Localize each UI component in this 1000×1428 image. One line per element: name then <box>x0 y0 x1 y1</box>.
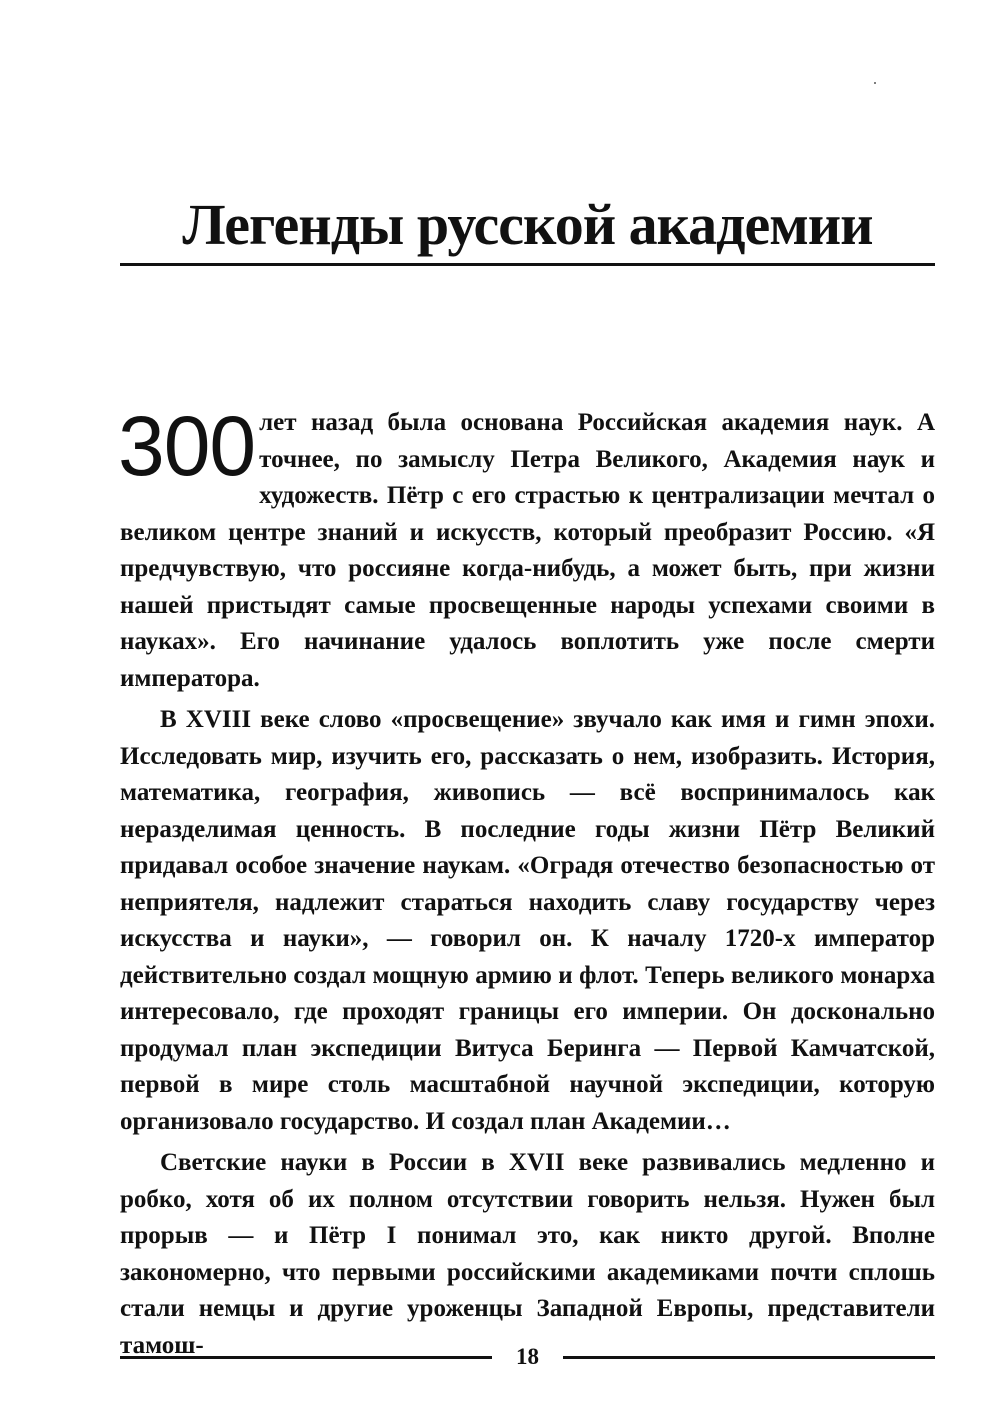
footer-rule-left <box>120 1356 492 1359</box>
footer-rule-right <box>563 1356 935 1359</box>
paragraph-1 <box>118 399 935 697</box>
page-number: 18 <box>516 1344 539 1369</box>
paragraph-1-text: лет назад была основана Российская академия наук. А точнее, по замыслу Петра Великого, Академия наук и художеств. Пётр с его страстью к централизации мечтал о великом центре знаний и искусств, который преобразит Россию. «Я предчувствую, что россияне когда-нибудь, а может быть, при жизни нашей пристыдят самые просвещенные народы успехами своими в науках». Его начинание удалось воплотить уже после смерти императора. <box>120 409 935 692</box>
paragraph-2: В XVIII веке слово «просвещение» звучало как имя и гимн эпохи. Исследовать мир, изучить его, рассказать о нем, изобразить. История, математика, география, живопись — всё воспринималось как неразделимая ценность. В последние годы жизни Пётр Великий придавал особое значение наукам. «Оградя отечество безопасностью от неприятеля, надлежит стараться находить славу государству через искусства и науки», — говорил он. К началу 1720-х император действительно создал мощную армию и флот. Теперь великого монарха интересовало, где проходят границы его империи. Он досконально продумал план экспедиции Витуса Беринга — Первой Камчатской, первой в мире столь масштабной научной экспедиции, которую организовало государство. И создал план Академии… <box>120 706 935 1135</box>
scan-speck <box>874 82 876 84</box>
chapter-title: Легенды русской академии <box>182 192 873 257</box>
body-text <box>118 399 935 1364</box>
title-underline <box>120 263 935 266</box>
paragraph-3: Светские науки в России в XVII веке развивались медленно и робко, хотя об их полном отсутствии говорить нельзя. Нужен был прорыв — и Пётр I понимал это, как никто другой. Вполне закономерно, что первыми российскими академиками почти сплошь стали немцы и другие уроженцы Западной Европы, представители тамош- <box>120 1149 935 1359</box>
page-footer <box>120 1340 935 1374</box>
drop-cap: 300 <box>118 399 256 493</box>
